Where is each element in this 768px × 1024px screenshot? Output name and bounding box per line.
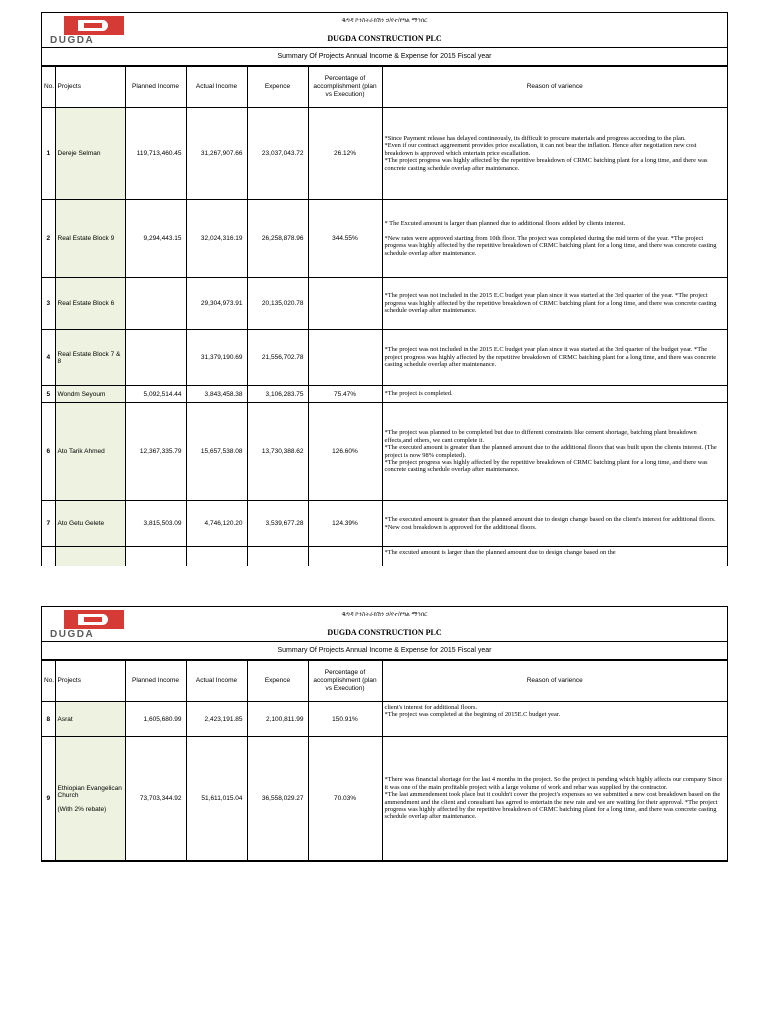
planned-income — [125, 547, 186, 567]
planned-income: 3,815,503.09 — [125, 501, 186, 547]
project-name: Ato Getu Gelete — [55, 501, 125, 547]
planned-income: 1,605,680.99 — [125, 702, 186, 737]
projects-table — [42, 66, 727, 566]
project-name — [55, 547, 125, 567]
variance-reason: * The Excuted amount is larger than planned due to additional floors added by clients interest. *New rates were approved starting from 10th floor. The project was completed during the mid term of the year. *The project progress was highly affected by the repetitive breakdown of CRMC batching plant for a long time, and there was concrete casting schedule overlap after maintenance. — [382, 200, 727, 278]
table-row — [42, 702, 727, 737]
planned-income — [125, 330, 186, 386]
amharic-company-name: ዱግዳ ኮንስትራክሽን ኃ/የተ/የግል ማኅበር — [341, 18, 428, 24]
actual-income: 4,746,120.20 — [186, 501, 247, 547]
actual-income: 15,657,538.08 — [186, 403, 247, 501]
logo-text: DUGDA — [50, 35, 95, 46]
report-sheet-2 — [41, 606, 728, 862]
accomplishment-percent: 26.12% — [308, 108, 382, 200]
variance-reason: client's interest for additional floors. *The project was completed at the begining of 2015E.C budget year. — [382, 702, 727, 737]
accomplishment-percent — [308, 330, 382, 386]
table-row — [42, 547, 727, 567]
expense — [247, 547, 308, 567]
accomplishment-percent: 150.91% — [308, 702, 382, 737]
row-number — [42, 547, 55, 567]
projects-table — [42, 660, 727, 861]
variance-reason: *The project was not included in the 2015 E.C budget year plan since it was started at the 3rd quarter of the budget year. *The project progress was highly affected by the repetitive breakdown of CRMC batching plant for a long time, and there was concrete casting schedule overlap after maintenance. — [382, 330, 727, 386]
table-row — [42, 108, 727, 200]
row-number: 9 — [42, 737, 55, 861]
project-name: Real Estate Block 6 — [55, 278, 125, 330]
actual-income: 3,843,458.38 — [186, 386, 247, 403]
project-name: Ato Tarik Ahmed — [55, 403, 125, 501]
accomplishment-percent — [308, 547, 382, 567]
variance-reason: *There was financial shortage for the last 4 months in the project. So the project is pending which highly affects our company Since it was one of the main profitable project with a large volume of work and rebar was supplied by the contractor. *The last ammendement took place but it couldn't cover the project's expenses so we submitted a new cost breakdown based on the ammendment and the client and consultant has agrred to entertain the new rate and we are waiting for their approval. *The project progress was highly affected by the repetitive breakdown of CRMC batching plant for a long time, and there was concrete casting schedule overlap after maintenance. — [382, 737, 727, 861]
project-name: Dereje Selman — [55, 108, 125, 200]
table-row — [42, 501, 727, 547]
col-actual: Actual Income — [186, 67, 247, 108]
row-number: 3 — [42, 278, 55, 330]
actual-income: 32,024,316.19 — [186, 200, 247, 278]
expense: 3,106,283.75 — [247, 386, 308, 403]
project-name: Ethiopian Evangelican Church (With 2% rebate) — [55, 737, 125, 861]
actual-income: 51,611,015.04 — [186, 737, 247, 861]
row-number: 4 — [42, 330, 55, 386]
variance-reason: *The project was planned to be completed but due to different constraints like cement shortage, batching plant breakdown effects,and others, we cant complete it. *The executed amount is greater than the planned amount due to the additional floors that was built upon the clients interest. (The project is now 98% completed). *The project progress was highly affected by the repetitive breakdown of CRMC batching plant for a long time, and there was concrete casting schedule overlap after maintenance. — [382, 403, 727, 501]
col-no: No. — [42, 661, 55, 702]
row-number: 2 — [42, 200, 55, 278]
planned-income: 5,092,514.44 — [125, 386, 186, 403]
planned-income: 73,703,344.92 — [125, 737, 186, 861]
table-row — [42, 386, 727, 403]
variance-reason: *The project is completed. — [382, 386, 727, 403]
company-name: DUGDA CONSTRUCTION PLC — [327, 34, 442, 43]
table-row — [42, 737, 727, 861]
row-number: 6 — [42, 403, 55, 501]
planned-income: 12,367,335.79 — [125, 403, 186, 501]
variance-reason: *The project was not included in the 2015 E.C budget year plan since it was started at the 3rd quarter of the year. *The project progress was highly affected by the repetitive breakdown of CRMC batching plant for a long time, and there was concrete casting schedule overlap after maintenance. — [382, 278, 727, 330]
row-number: 1 — [42, 108, 55, 200]
variance-reason: *Since Payment release has delayed contineously, its difficult to procure materials and progress according to the plan. *Even if our contract aggreement provides price escallation, it can not bear the inflation. Hence after negotiation new cost breakdown is approved which entertain price escallation. *The project progress was highly affected by the repetitive breakdown of CRMC batching plant for a long time, and there was concrete casting schedule overlap after maintenance. — [382, 108, 727, 200]
actual-income — [186, 547, 247, 567]
variance-reason: *The executed amount is greater than the planned amount due to design change based on the client's interest for additional floors. *New cost breakdown is approved for the additional floors. — [382, 501, 727, 547]
accomplishment-percent: 126.60% — [308, 403, 382, 501]
accomplishment-percent: 70.03% — [308, 737, 382, 861]
variance-reason: *The excuted amount is larger than the planned amount due to design change based on the — [382, 547, 727, 567]
row-number: 8 — [42, 702, 55, 737]
project-name: Wondm Seyoum — [55, 386, 125, 403]
row-number: 5 — [42, 386, 55, 403]
col-pct: Percentage of accomplishment (plan vs Execution) — [308, 67, 382, 108]
actual-income: 29,304,973.91 — [186, 278, 247, 330]
expense: 36,558,029.27 — [247, 737, 308, 861]
accomplishment-percent: 344.55% — [308, 200, 382, 278]
col-reason: Reason of varience — [382, 67, 727, 108]
actual-income: 2,423,191.85 — [186, 702, 247, 737]
col-reason: Reason of varience — [382, 661, 727, 702]
expense: 2,100,811.99 — [247, 702, 308, 737]
col-expense: Expence — [247, 661, 308, 702]
row-number: 7 — [42, 501, 55, 547]
report-title: Summary Of Projects Annual Income & Expense for 2015 Fiscal year — [42, 48, 727, 66]
table-row — [42, 330, 727, 386]
company-name: DUGDA CONSTRUCTION PLC — [327, 628, 442, 637]
col-project: Projects — [55, 661, 125, 702]
table-row — [42, 403, 727, 501]
amharic-company-name: ዱግዳ ኮንስትራክሽን ኃ/የተ/የግል ማኅበር — [341, 612, 428, 618]
sheet-header — [42, 607, 727, 642]
report-sheet-1 — [41, 12, 728, 566]
project-name: Real Estate Block 9 — [55, 200, 125, 278]
col-no: No. — [42, 67, 55, 108]
actual-income: 31,267,907.66 — [186, 108, 247, 200]
expense: 20,135,020.78 — [247, 278, 308, 330]
expense: 26,258,878.96 — [247, 200, 308, 278]
accomplishment-percent — [308, 278, 382, 330]
accomplishment-percent: 124.39% — [308, 501, 382, 547]
actual-income: 31,379,190.69 — [186, 330, 247, 386]
expense: 13,730,388.62 — [247, 403, 308, 501]
expense: 3,539,677.28 — [247, 501, 308, 547]
table-header-row — [42, 661, 727, 702]
col-planned: Planned Income — [125, 661, 186, 702]
expense: 23,037,043.72 — [247, 108, 308, 200]
sheet-header — [42, 13, 727, 48]
project-name: Real Estate Block 7 & 8 — [55, 330, 125, 386]
table-row — [42, 278, 727, 330]
accomplishment-percent: 75.47% — [308, 386, 382, 403]
col-pct: Percentage of accomplishment (plan vs Execution) — [308, 661, 382, 702]
col-planned: Planned Income — [125, 67, 186, 108]
planned-income — [125, 278, 186, 330]
col-project: Projects — [55, 67, 125, 108]
report-title: Summary Of Projects Annual Income & Expense for 2015 Fiscal year — [42, 642, 727, 660]
col-actual: Actual Income — [186, 661, 247, 702]
col-expense: Expence — [247, 67, 308, 108]
table-row — [42, 200, 727, 278]
planned-income: 9,294,443.15 — [125, 200, 186, 278]
project-name: Asrat — [55, 702, 125, 737]
table-header-row — [42, 67, 727, 108]
expense: 21,556,702.78 — [247, 330, 308, 386]
planned-income: 119,713,460.45 — [125, 108, 186, 200]
logo-text: DUGDA — [50, 629, 95, 640]
